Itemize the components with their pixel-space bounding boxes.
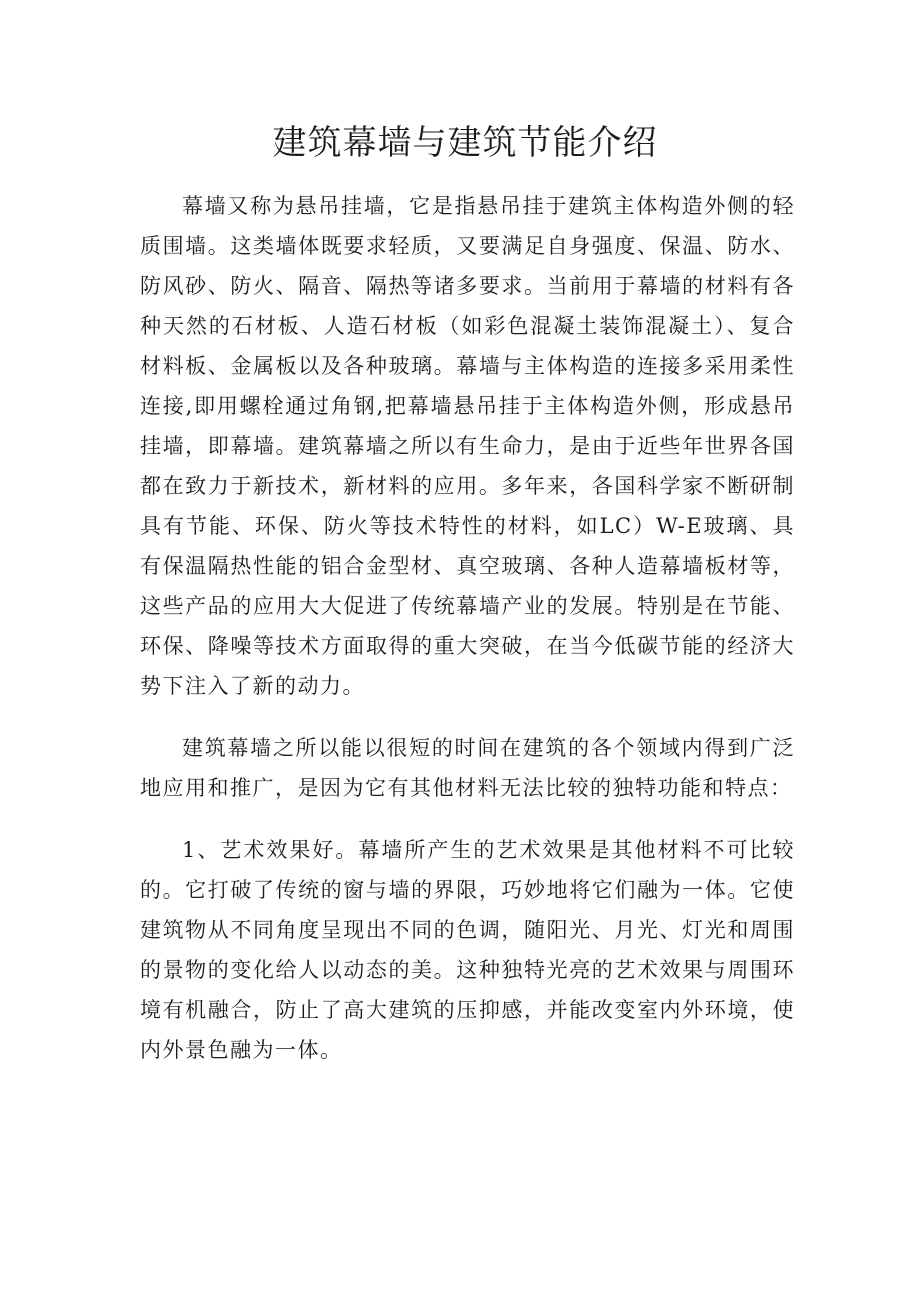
paragraph-curtain-wall-definition: 幕墙又称为悬吊挂墙，它是指悬吊挂于建筑主体构造外侧的轻质围墙。这类墙体既要求轻质，又要满足自身强度、保温、防水、防风砂、防火、隔音、隔热等诸多要求。当前用于幕墙的材料有各种天然的石材板、人造石材板（如彩色混凝土装饰混凝土）、复合材料板、金属板以及各种玻璃。幕墙与主体构造的连接多采用柔性连接,即用螺栓通过角钢,把幕墙悬吊挂于主体构造外侧，形成悬吊挂墙，即幕墙。建筑幕墙之所以有生命力，是由于近些年世界各国都在致力于新技术，新材料的应用。多年来，各国科学家不断研制具有节能、环保、防火等技术特性的材料，如LC）W-E玻璃、具有保温隔热性能的铝合金型材、真空玻璃、各种人造幕墙板材等，这些产品的应用大大促进了传统幕墙产业的发展。特别是在节能、环保、降噪等技术方面取得的重大突破，在当今低碳节能的经济大势下注入了新的动力。 — [140, 194, 795, 698]
paragraph-artistic-effect: 1、艺术效果好。幕墙所产生的艺术效果是其他材料不可比较的。它打破了传统的窗与墙的界限，巧妙地将它们融为一体。它使建筑物从不同角度呈现出不同的色调，随阳光、月光、灯光和周围的景物的变化给人以动态的美。这种独特光亮的艺术效果与周围环境有机融合，防止了高大建筑的压抑感，并能改变室内外环境，使内外景色融为一体。 — [140, 838, 795, 1062]
paragraph-application-reasons: 建筑幕墙之所以能以很短的时间在建筑的各个领域内得到广泛地应用和推广，是因为它有其他材料无法比较的独特功能和特点： — [140, 736, 795, 800]
document-body — [140, 186, 795, 1092]
document-title: 建筑幕墙与建筑节能介绍 — [272, 123, 658, 163]
